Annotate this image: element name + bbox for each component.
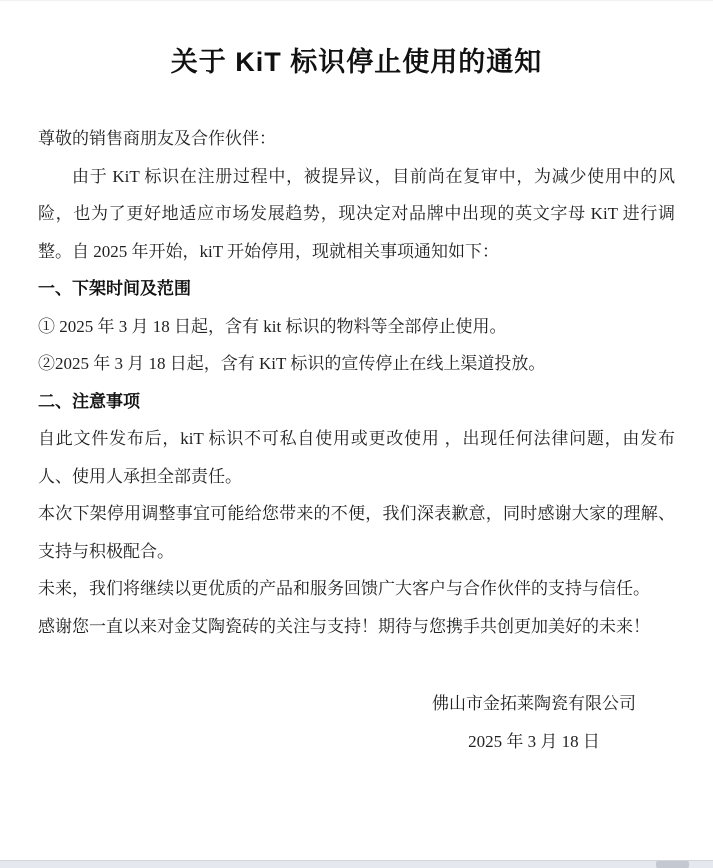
document-body [0, 120, 713, 760]
bottom-scrollbar [0, 860, 713, 868]
document-title: 关于 KiT 标识停止使用的通知 [170, 47, 543, 77]
company-name: 佛山市金拓莱陶瓷有限公司 [432, 694, 636, 713]
section-2-paragraph-4: 感谢您一直以来对金艾陶瓷砖的关注与支持！期待与您携手共创更加美好的未来！ [38, 616, 650, 636]
section-1-item-1: ① 2025 年 3 月 18 日起，含有 kit 标识的物料等全部停止使用。 [38, 316, 507, 336]
section-1-heading: 一、下架时间及范围 [38, 279, 191, 298]
section-2-heading: 二、注意事项 [38, 391, 140, 411]
section-2-paragraph-1: 自此文件发布后，kiT 标识不可私自使用或更改使用 ，出现任何法律问题，由发布人、使用人承担全部责任。 [38, 429, 675, 486]
section-1-item-2: ②2025 年 3 月 18 日起，含有 KiT 标识的宣传停止在线上渠道投放。 [38, 354, 546, 373]
salutation: 尊敬的销售商朋友及合作伙伴： [38, 129, 276, 148]
scrollbar-thumb[interactable] [656, 861, 689, 868]
top-border [0, 0, 713, 1]
signature-block [393, 685, 675, 760]
section-2-paragraph-3: 未来，我们将继续以更优质的产品和服务回馈广大客户与合作伙伴的支持与信任。 [38, 579, 650, 598]
intro-paragraph: 由于 KiT 标识在注册过程中，被提异议，目前尚在复审中，为减少使用中的风险，也为了更好地适应市场发展趋势，现决定对品牌中出现的英文字母 KiT 进行调整。自 2025 年开始，kiT 开始停用，现就相关事项通知如下： [38, 166, 675, 261]
section-2-paragraph-2: 本次下架停用调整事宜可能给您带来的不便，我们深表歉意，同时感谢大家的理解、支持与积极配合。 [38, 504, 675, 561]
signature-date: 2025 年 3 月 18 日 [468, 731, 600, 751]
